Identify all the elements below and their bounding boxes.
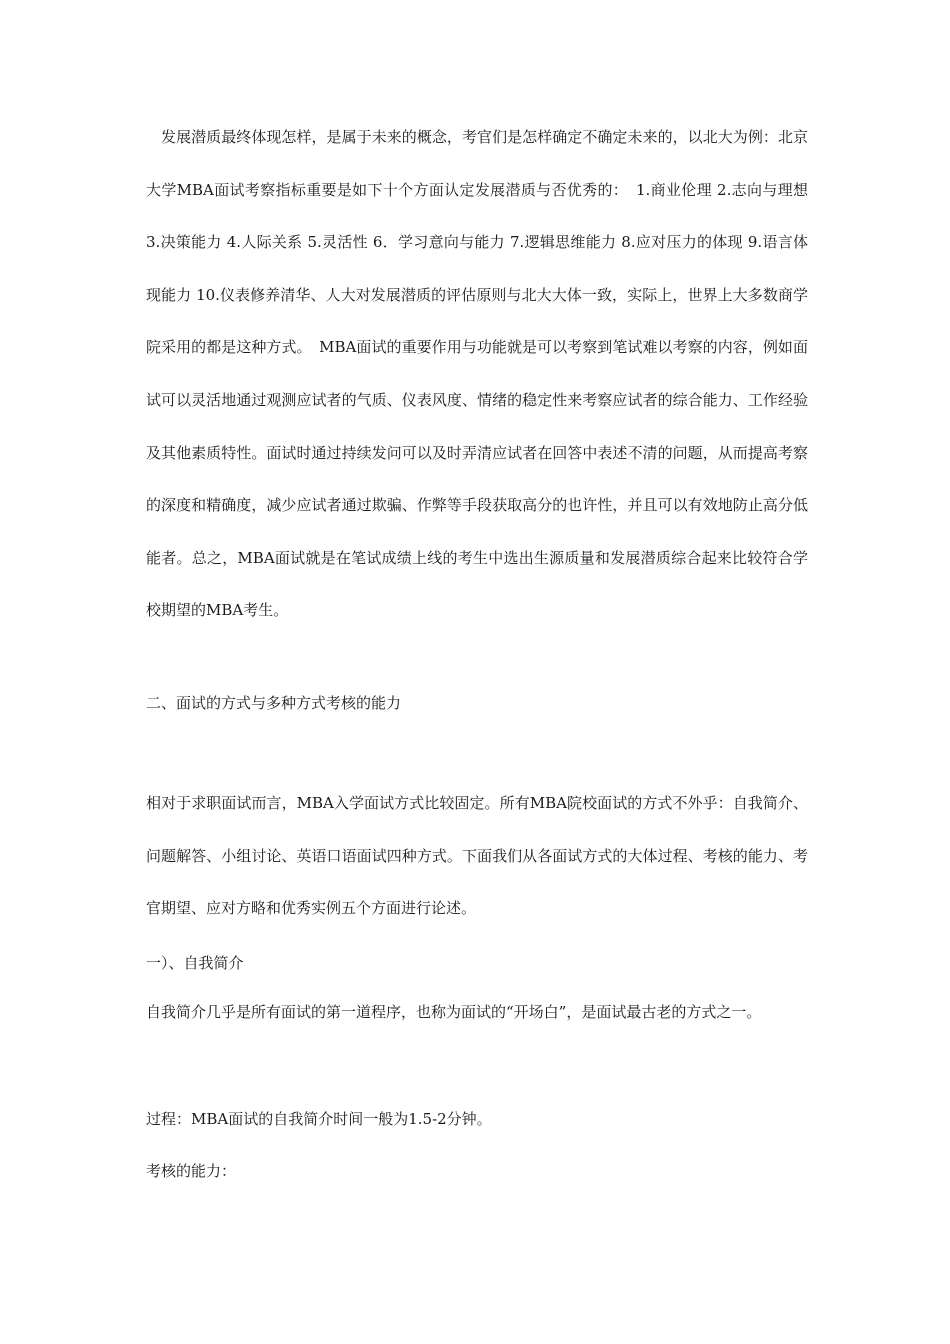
line-process: 过程：MBA面试的自我简介时间一般为1.5-2分钟。 bbox=[146, 1110, 492, 1128]
paragraph-self-introduction: 自我简介几乎是所有面试的第一道程序，也称为面试的“开场白”，是面试最古老的方式之一。 bbox=[146, 1003, 762, 1021]
section-heading-interview-methods: 二、面试的方式与多种方式考核的能力 bbox=[146, 694, 402, 712]
line-assessed-ability: 考核的能力： bbox=[146, 1162, 237, 1180]
paragraph-development-potential: 发展潜质最终体现怎样，是属于未来的概念，考官们是怎样确定不确定未来的，以北大为例：北京大学MBA面试考察指标重要是如下十个方面认定发展潜质与否优秀的： 1.商业伦理 2.志向与理想 3.决策能力 4.人际关系 5.灵活性 6．学习意向与能力 7.逻辑思维能力 8.应对压力的体现 9.语言体现能力 10.仪表修养清华、人大对发展潜质的评估原则与北大大体一致，实际上，世界上大多数商学院采用的都是这种方式。 MBA面试的重要作用与功能就是可以考察到笔试难以考察的内容，例如面试可以灵活地通过观测应试者的气质、仪表风度、情绪的稳定性来考察应试者的综合能力、工作经验及其他素质特性。面试时通过持续发问可以及时弄清应试者在回答中表述不清的问题，从而提高考察的深度和精确度，减少应试者通过欺骗、作弊等手段获取高分的也许性，并且可以有效地防止高分低能者。总之，MBA面试就是在笔试成绩上线的考生中选出生源质量和发展潜质综合起来比较符合学校期望的MBA考生。 bbox=[146, 128, 808, 620]
subheading-self-introduction: 一）、自我简介 bbox=[146, 954, 244, 972]
paragraph-interview-overview: 相对于求职面试而言，MBA入学面试方式比较固定。所有MBA院校面试的方式不外乎：自我简介、问题解答、小组讨论、英语口语面试四种方式。下面我们从各面试方式的大体过程、考核的能力、考官期望、应对方略和优秀实例五个方面进行论述。 bbox=[146, 794, 808, 918]
